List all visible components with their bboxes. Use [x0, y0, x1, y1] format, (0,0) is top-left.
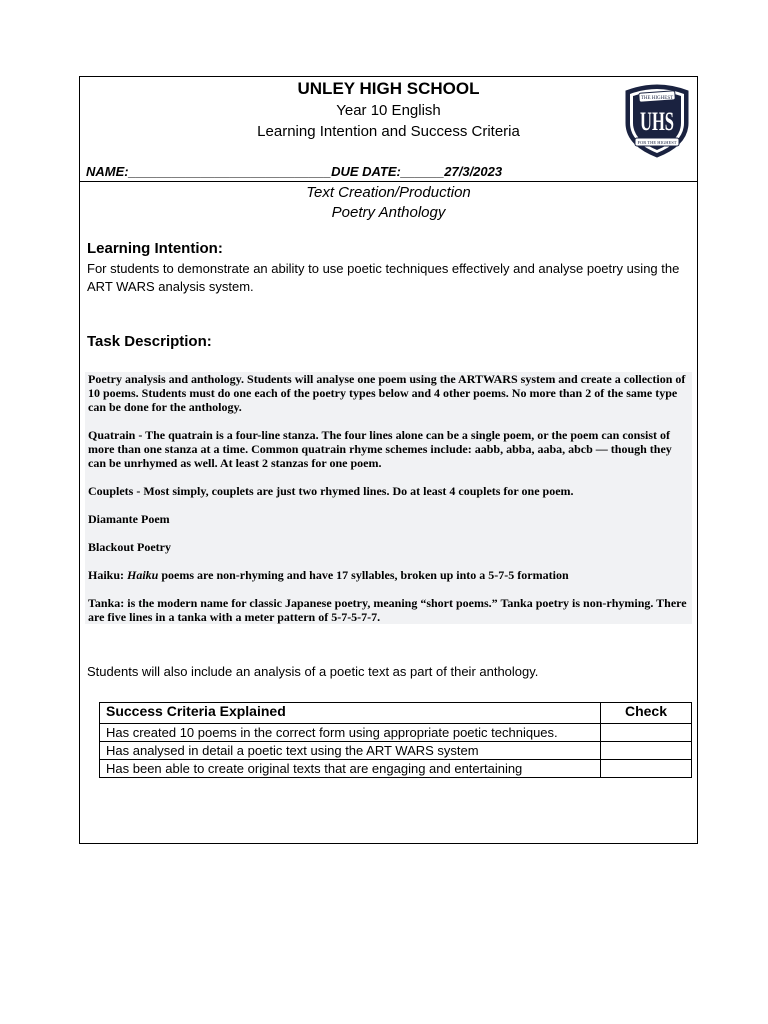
table-header-row: [100, 703, 692, 724]
due-date-label: DUE DATE:: [331, 164, 401, 179]
document-frame: [79, 76, 698, 844]
crest-motto-bottom: FOR THE HIGHEST: [637, 140, 677, 145]
check-column-header: Check: [601, 703, 692, 724]
haiku-term: Haiku: [127, 568, 159, 582]
due-date-blank: ______: [400, 164, 445, 179]
diamante-item: Diamante Poem: [88, 512, 170, 526]
header-divider: [80, 181, 697, 182]
tanka-description: Tanka: is the modern name for classic Japanese poetry, meaning “short poems.” Tanka poetry is non-rhyming. There are five lines in a tanka with a meter pattern of 5-7-5-7-7.: [88, 596, 687, 624]
school-crest-logo: [622, 83, 692, 159]
blackout-item: Blackout Poetry: [88, 540, 171, 554]
criteria-cell: Has created 10 poems in the correct form using appropriate poetic techniques.: [100, 724, 601, 742]
name-blank[interactable]: ____________________________: [128, 164, 332, 179]
criteria-cell: Has analysed in detail a poetic text using the ART WARS system: [100, 742, 601, 760]
check-cell[interactable]: [601, 760, 692, 778]
table-row: [100, 760, 692, 778]
success-criteria-table: [99, 702, 692, 778]
check-cell[interactable]: [601, 742, 692, 760]
crest-motto-top: THE HIGHEST: [640, 96, 674, 101]
name-due-line: [86, 164, 502, 179]
course-name: Year 10 English: [336, 102, 441, 119]
task-title: Text Creation/Production: [306, 184, 471, 201]
crest-monogram: UHS: [640, 107, 674, 136]
task-intro: Poetry analysis and anthology. Students will analyse one poem using the ARTWARS system and create a collection of 10 poems. Students must do one each of the poetry types below and 4 other poems. No more than 2 of the same type can be done for the anthology.: [88, 372, 686, 414]
document-header: [80, 77, 697, 182]
table-row: [100, 724, 692, 742]
document-title: Learning Intention and Success Criteria: [257, 123, 520, 140]
couplets-description: Couplets - Most simply, couplets are just two rhymed lines. Do at least 4 couplets for one poem.: [88, 484, 574, 498]
analysis-note: Students will also include an analysis of a poetic text as part of their anthology.: [87, 664, 539, 679]
criteria-column-header: Success Criteria Explained: [100, 703, 601, 724]
haiku-text: poems are non-rhyming and have 17 syllables, broken up into a 5-7-5 formation: [161, 568, 569, 582]
due-date-value: 27/3/2023: [444, 164, 503, 179]
task-description-heading: Task Description:: [87, 333, 212, 350]
check-cell[interactable]: [601, 724, 692, 742]
haiku-label: Haiku:: [88, 568, 125, 582]
name-label: NAME:: [86, 164, 129, 179]
haiku-description: [88, 568, 689, 582]
task-description-box: [85, 372, 692, 624]
task-subtitle: Poetry Anthology: [331, 204, 446, 221]
learning-intention-text: For students to demonstrate an ability to use poetic techniques effectively and analyse poetry using the ART WARS analysis system.: [87, 261, 680, 294]
school-name: UNLEY HIGH SCHOOL: [297, 79, 480, 98]
criteria-cell: Has been able to create original texts that are engaging and entertaining: [100, 760, 601, 778]
quatrain-description: Quatrain - The quatrain is a four-line stanza. The four lines alone can be a single poem, or the poem can consist of more than one stanza at a time. Common quatrain rhyme schemes include: aabb, abba, aaba, abcb — though they can be unrhymed as well. At least 2 stanzas for one poem.: [88, 428, 672, 470]
table-row: [100, 742, 692, 760]
learning-intention-heading: Learning Intention:: [87, 240, 223, 257]
